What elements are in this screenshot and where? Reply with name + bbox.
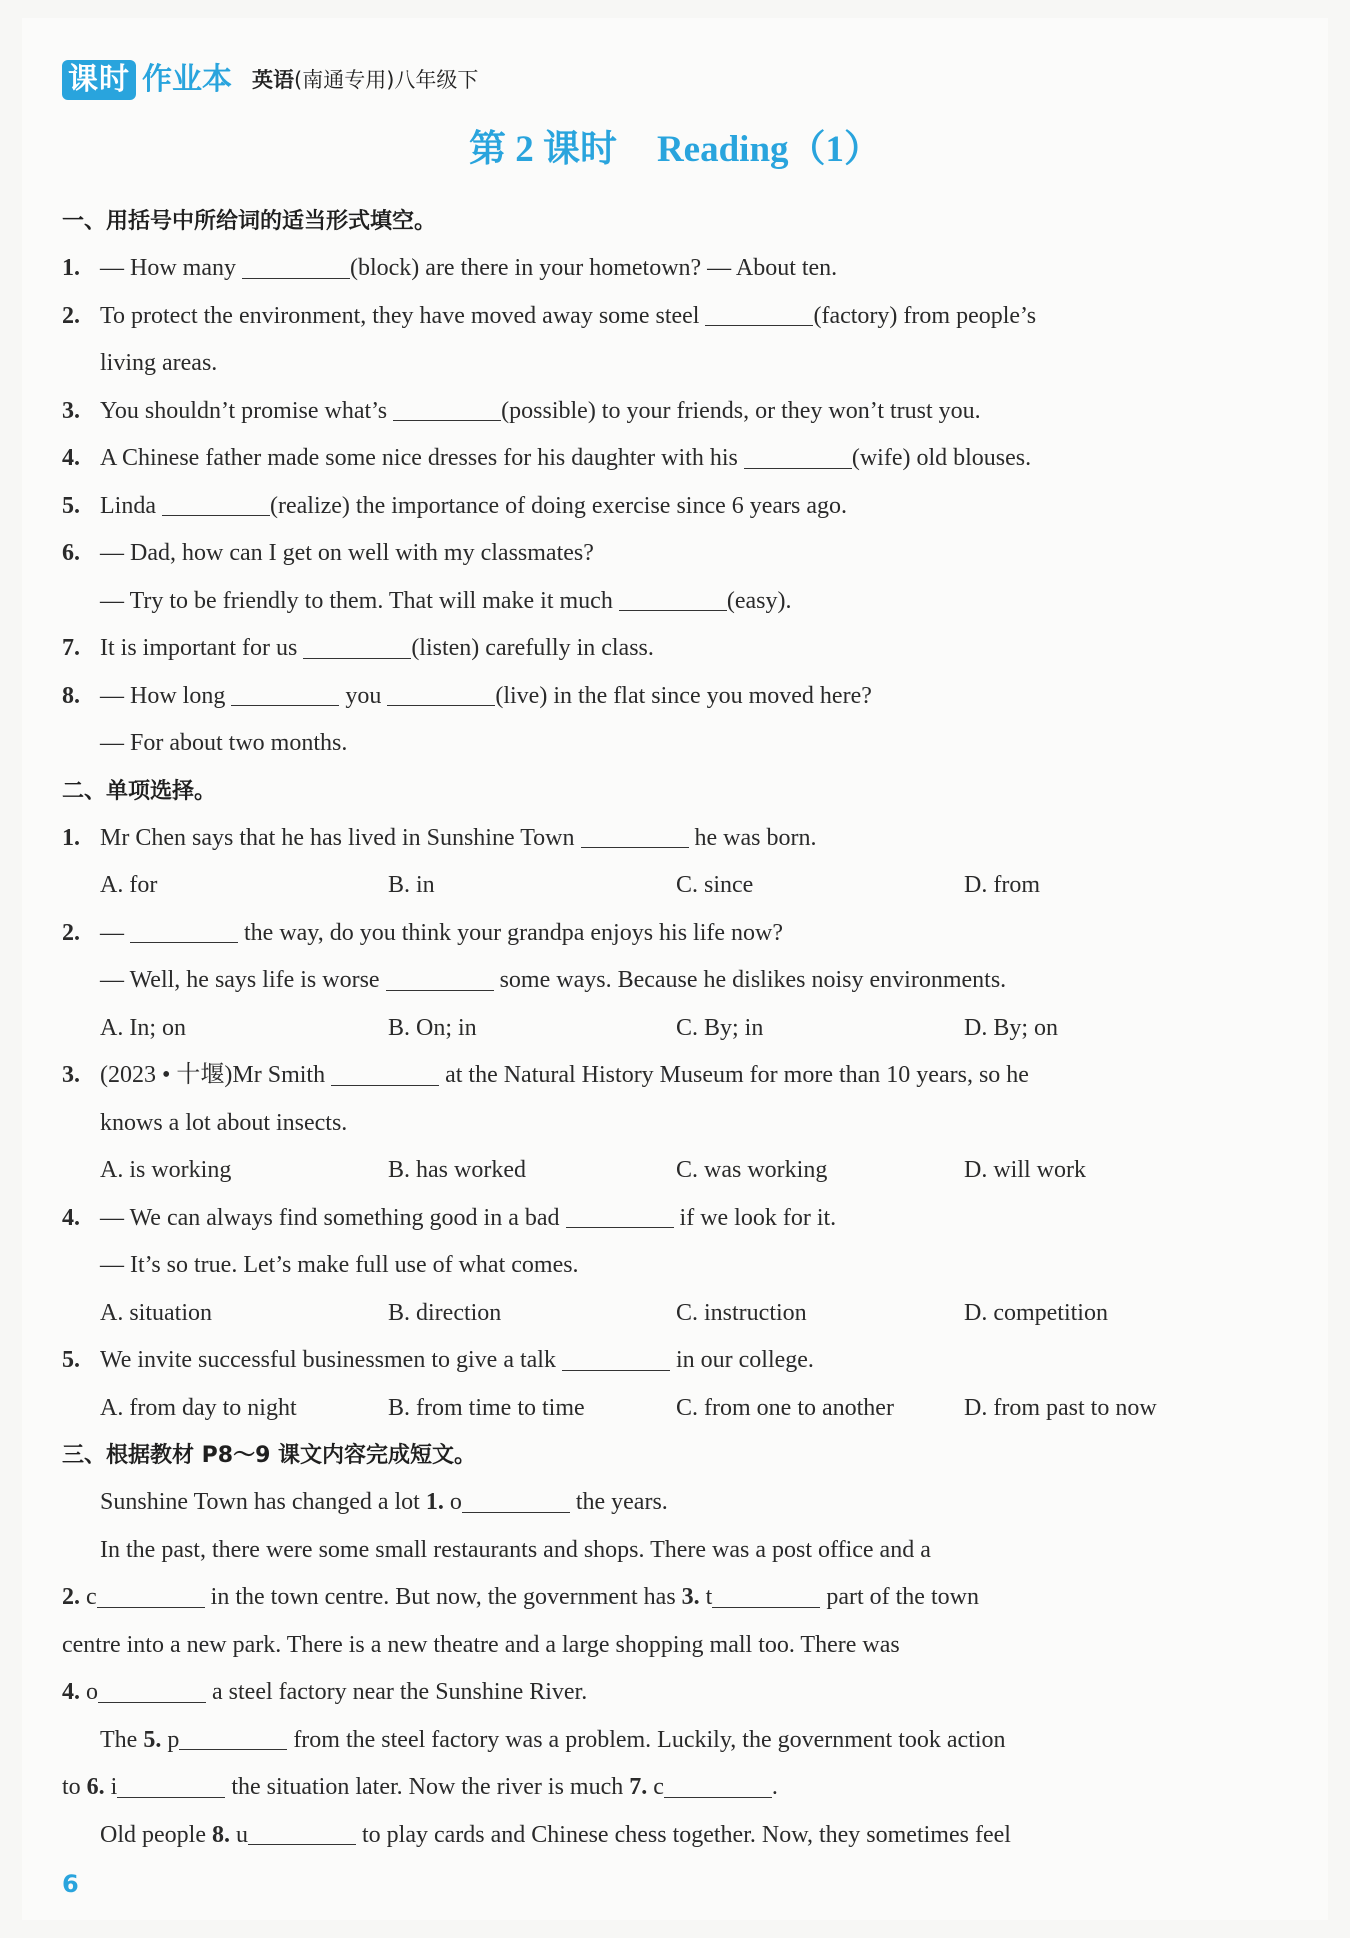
option-a[interactable]: A. for <box>100 872 158 898</box>
answer-blank[interactable] <box>393 394 501 421</box>
question-number: 2. <box>62 302 80 329</box>
first-letter: c <box>653 1774 664 1800</box>
question-text: To protect the environment, they have moved away some steel <box>100 302 700 329</box>
s3-line-4 <box>62 1622 1262 1670</box>
question-text: if we look for it. <box>679 1204 837 1231</box>
option-b[interactable]: B. has worked <box>388 1157 526 1183</box>
header-brand <box>62 60 478 100</box>
answer-blank[interactable] <box>619 584 727 611</box>
first-letter: t <box>705 1584 713 1610</box>
first-letter: c <box>86 1584 97 1610</box>
passage-text: part of the town <box>826 1584 979 1610</box>
s3-line-3 <box>62 1574 1262 1622</box>
question-number: 1. <box>62 824 80 851</box>
question-text: (live) in the flat since you moved here? <box>495 682 872 709</box>
first-letter: u <box>235 1821 248 1848</box>
question-text: living areas. <box>100 350 218 376</box>
answer-blank[interactable] <box>303 631 411 658</box>
passage-text: from the steel factory was a problem. Luckily, the government took action <box>293 1726 1006 1753</box>
lesson-topic: Reading（1） <box>656 129 882 170</box>
option-a[interactable]: A. In; on <box>100 1014 186 1041</box>
s1-question-2-cont <box>62 340 1262 388</box>
blank-number: 2. <box>62 1584 80 1610</box>
s3-line-2 <box>62 1527 1262 1575</box>
question-number: 7. <box>62 635 80 661</box>
answer-blank[interactable] <box>248 1818 356 1845</box>
question-number: 8. <box>62 682 80 709</box>
answer-blank[interactable] <box>242 251 350 278</box>
question-text: We invite successful businessmen to give a talk <box>100 1347 556 1373</box>
s2-question-1 <box>62 815 1262 863</box>
passage-text: . <box>771 1774 778 1800</box>
passage-text: the situation later. Now the river is much <box>231 1774 624 1800</box>
question-text: (realize) the importance of doing exercise since 6 years ago. <box>269 492 848 519</box>
s2-question-3-cont <box>62 1100 1262 1148</box>
s1-question-2 <box>62 293 1262 341</box>
s1-question-8 <box>62 673 1262 721</box>
answer-blank[interactable] <box>179 1723 287 1750</box>
question-text: — Well, he says life is worse <box>100 967 380 993</box>
question-text: — How many <box>100 255 236 281</box>
question-number: 3. <box>62 1062 80 1088</box>
first-letter: o <box>449 1489 462 1515</box>
option-a[interactable]: A. is working <box>100 1157 232 1183</box>
option-d[interactable]: D. from past to now <box>964 1394 1157 1421</box>
question-text: — We can always find something good in a bad <box>100 1204 560 1231</box>
answer-blank[interactable] <box>98 1675 206 1702</box>
subject-info <box>252 60 478 100</box>
passage-text: The <box>100 1726 138 1753</box>
edition: (南通专用) <box>294 68 395 92</box>
question-number: 5. <box>62 492 80 519</box>
question-number: 5. <box>62 1347 80 1373</box>
first-letter: i <box>110 1774 118 1800</box>
question-number: 4. <box>62 1204 80 1231</box>
subject-name: 英语 <box>252 68 294 92</box>
s3-line-8 <box>62 1812 1262 1860</box>
answer-blank[interactable] <box>462 1485 570 1512</box>
passage-text: in the town centre. But now, the government has <box>210 1584 676 1610</box>
passage-text: to play cards and Chinese chess together. Now, they sometimes feel <box>361 1821 1011 1848</box>
question-text: A Chinese father made some nice dresses for his daughter with his <box>100 445 738 471</box>
grade: 八年级下 <box>394 68 479 92</box>
question-number: 6. <box>62 540 80 566</box>
s3-line-5 <box>62 1669 1262 1717</box>
answer-blank[interactable] <box>117 1770 225 1797</box>
s2-question-2-reply <box>62 957 1262 1005</box>
option-c[interactable]: C. instruction <box>676 1299 807 1326</box>
s2-q1-options <box>62 862 1262 910</box>
question-text: Linda <box>100 492 156 519</box>
question-text: at the Natural History Museum for more than 10 years, so he <box>445 1062 1029 1088</box>
question-text: (2023 • 十堰)Mr Smith <box>100 1062 326 1088</box>
page-title <box>0 118 1350 172</box>
option-a[interactable]: A. from day to night <box>100 1394 297 1421</box>
first-letter: p <box>167 1726 180 1753</box>
blank-number: 5. <box>143 1726 162 1753</box>
s3-line-7 <box>62 1764 1262 1812</box>
blank-number: 1. <box>425 1489 444 1515</box>
s1-question-1 <box>62 245 1262 293</box>
question-number: 4. <box>62 445 80 471</box>
s2-question-4 <box>62 1195 1262 1243</box>
s2-q3-options <box>62 1147 1262 1195</box>
s1-question-8-reply <box>62 720 1262 768</box>
blank-number: 4. <box>62 1679 80 1705</box>
passage-text: a steel factory near the Sunshine River. <box>212 1679 588 1705</box>
passage-text: centre into a new park. There is a new theatre and a large shopping mall too. There was <box>62 1631 900 1658</box>
answer-blank[interactable] <box>581 821 689 848</box>
question-text: — It’s so true. Let’s make full use of what comes. <box>100 1252 579 1278</box>
question-text: he was born. <box>694 824 817 851</box>
question-text: you <box>345 682 382 709</box>
s1-question-5 <box>62 483 1262 531</box>
question-text: — <box>100 919 124 946</box>
s1-question-7 <box>62 625 1262 673</box>
question-text: (listen) carefully in class. <box>411 635 654 661</box>
s1-question-6-reply <box>62 578 1262 626</box>
question-number: 3. <box>62 397 80 424</box>
question-number: 2. <box>62 919 80 946</box>
answer-blank[interactable] <box>712 1580 820 1607</box>
s2-q5-options <box>62 1385 1262 1433</box>
answer-blank[interactable] <box>386 963 494 990</box>
page-number: 6 <box>62 1870 79 1898</box>
blank-number: 6. <box>86 1774 105 1800</box>
passage-text: to <box>62 1774 81 1800</box>
question-text: (block) are there in your hometown? — About ten. <box>349 255 838 281</box>
question-text: You shouldn’t promise what’s <box>100 397 388 424</box>
option-d[interactable]: D. competition <box>964 1299 1108 1326</box>
answer-blank[interactable] <box>566 1201 674 1228</box>
answer-blank[interactable] <box>664 1770 772 1797</box>
option-b[interactable]: B. in <box>388 872 435 898</box>
blank-number: 3. <box>681 1584 700 1610</box>
answer-blank[interactable] <box>331 1058 439 1085</box>
question-text: knows a lot about insects. <box>100 1109 348 1136</box>
question-text: — Try to be friendly to them. That will make it much <box>100 587 613 614</box>
option-c[interactable]: C. was working <box>676 1157 828 1183</box>
option-c[interactable]: C. By; in <box>676 1014 764 1041</box>
answer-blank[interactable] <box>705 299 813 326</box>
option-b[interactable]: B. On; in <box>388 1014 477 1041</box>
option-b[interactable]: B. from time to time <box>388 1394 585 1421</box>
s2-question-5 <box>62 1337 1262 1385</box>
s2-question-3 <box>62 1052 1262 1100</box>
answer-blank[interactable] <box>744 441 852 468</box>
question-text: — For about two months. <box>100 730 348 756</box>
s2-question-2 <box>62 910 1262 958</box>
logo-text: 作业本 <box>142 62 232 97</box>
s1-question-4 <box>62 435 1262 483</box>
answer-blank[interactable] <box>562 1343 670 1370</box>
question-text: in our college. <box>675 1347 814 1373</box>
answer-blank[interactable] <box>162 489 270 516</box>
option-a[interactable]: A. situation <box>100 1299 212 1326</box>
first-letter: o <box>86 1679 98 1705</box>
question-text: (wife) old blouses. <box>851 445 1032 471</box>
section2-heading: 二、单项选择。 <box>62 778 217 804</box>
answer-blank[interactable] <box>97 1580 205 1607</box>
option-d[interactable]: D. By; on <box>964 1014 1059 1041</box>
question-number: 1. <box>62 255 80 281</box>
question-text: some ways. Because he dislikes noisy environments. <box>499 967 1007 993</box>
exercise-content <box>62 198 1262 1859</box>
option-c[interactable]: C. from one to another <box>676 1394 894 1421</box>
section3-heading: 三、根据教材 P8～9 课文内容完成短文。 <box>62 1443 477 1468</box>
s2-q2-options <box>62 1005 1262 1053</box>
question-text: — How long <box>100 682 226 709</box>
answer-blank[interactable] <box>130 916 238 943</box>
s3-line-1 <box>62 1479 1262 1527</box>
lesson-number: 第 2 课时 <box>468 129 617 170</box>
question-text: — Dad, how can I get on well with my classmates? <box>100 540 594 566</box>
section1-heading: 一、用括号中所给词的适当形式填空。 <box>62 209 437 234</box>
passage-text: the years. <box>575 1489 668 1515</box>
passage-text: In the past, there were some small restaurants and shops. There was a post office and a <box>100 1536 931 1563</box>
answer-blank[interactable] <box>387 679 495 706</box>
blank-number: 8. <box>211 1821 230 1848</box>
s2-q4-options <box>62 1290 1262 1338</box>
answer-blank[interactable] <box>231 679 339 706</box>
option-b[interactable]: B. direction <box>388 1299 502 1326</box>
question-text: (possible) to your friends, or they won’t trust you. <box>501 397 981 424</box>
passage-text: Old people <box>100 1821 206 1848</box>
question-text: the way, do you think your grandpa enjoys his life now? <box>244 919 784 946</box>
question-text: (factory) from people’s <box>813 302 1037 329</box>
s1-question-6 <box>62 530 1262 578</box>
logo-badge: 课时 <box>62 60 136 100</box>
blank-number: 7. <box>629 1774 648 1800</box>
passage-text: Sunshine Town has changed a lot <box>100 1489 420 1515</box>
question-text: Mr Chen says that he has lived in Sunshine Town <box>100 824 575 851</box>
question-text: It is important for us <box>100 635 298 661</box>
s1-question-3 <box>62 388 1262 436</box>
question-text: (easy). <box>726 587 792 614</box>
s2-question-4-reply <box>62 1242 1262 1290</box>
option-d[interactable]: D. from <box>964 872 1040 898</box>
option-d[interactable]: D. will work <box>964 1157 1086 1183</box>
option-c[interactable]: C. since <box>676 872 754 898</box>
s3-line-6 <box>62 1717 1262 1765</box>
